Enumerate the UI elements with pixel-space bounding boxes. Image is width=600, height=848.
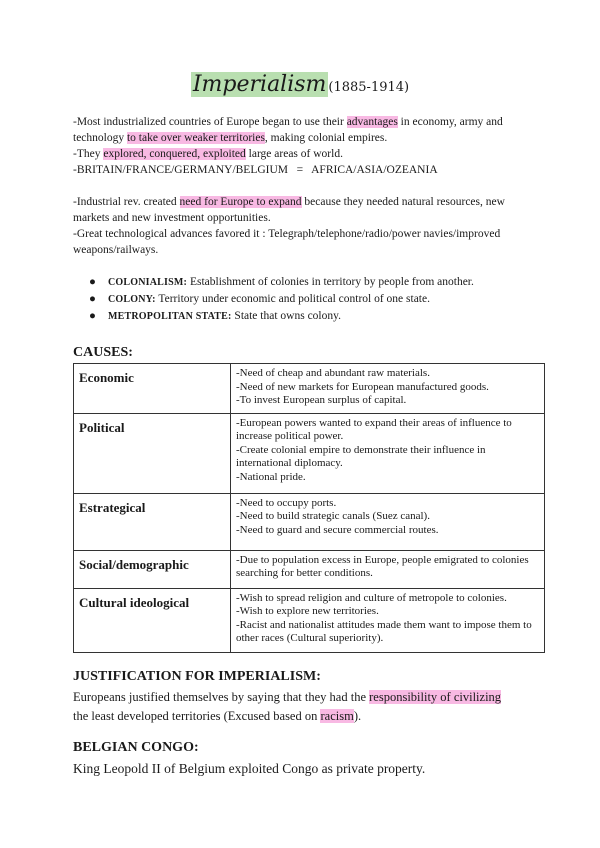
definition-item — [73, 308, 543, 325]
title-years: (1885-1914) — [328, 80, 410, 95]
table-row — [74, 493, 545, 550]
definition-text: Territory under economic and political control of one state. — [155, 293, 430, 305]
cause-category: Political — [74, 413, 231, 493]
congo-heading: BELGIAN CONGO: — [73, 740, 199, 755]
industrial-paragraph — [73, 194, 543, 258]
causes-table — [73, 363, 545, 653]
justification-line: the least developed territories (Excused based on racism). — [73, 709, 362, 723]
highlight: advantages — [346, 116, 398, 128]
intro-line: technology to take over weaker territories, making colonial empires. — [73, 132, 388, 144]
intro-paragraph — [73, 114, 543, 178]
causes-heading: CAUSES: — [73, 345, 133, 360]
cause-category: Economic — [74, 364, 231, 414]
definitions-list — [73, 274, 543, 325]
cause-category: Cultural ideological — [74, 588, 231, 652]
page-title — [0, 72, 600, 97]
title-main: Imperialism — [192, 72, 327, 97]
intro-line: -Most industrialized countries of Europe began to use their advantages in economy, army and — [73, 116, 503, 128]
highlight: racism — [320, 709, 354, 723]
definition-term: COLONIALISM: — [108, 277, 188, 288]
definition-term: COLONY: — [108, 294, 156, 305]
table-row — [74, 364, 545, 414]
table-row — [74, 413, 545, 493]
table-row — [74, 588, 545, 652]
highlight: explored, conquered, exploited — [103, 148, 246, 160]
industrial-line: markets and new investment opportunities. — [73, 212, 271, 224]
cause-description: -Wish to spread religion and culture of metropole to colonies. -Wish to explore new territories. -Racist and nationalist attitudes made them want to impose them to other races (Cultural superiority). — [231, 588, 545, 652]
definition-item — [73, 291, 543, 308]
justification-heading: JUSTIFICATION FOR IMPERIALISM: — [73, 669, 321, 684]
cause-category: Estrategical — [74, 493, 231, 550]
cause-description: -European powers wanted to expand their areas of influence to increase political power. -Create colonial empire to demonstrate their influence in international diplomacy. -National pride. — [231, 413, 545, 493]
definition-item — [73, 274, 543, 291]
industrial-line: -Industrial rev. created need for Europe to expand because they needed natural resources, new — [73, 196, 505, 208]
definition-term: METROPOLITAN STATE: — [108, 311, 232, 322]
bullet-icon: ● — [89, 293, 96, 305]
industrial-line: weapons/railways. — [73, 244, 159, 256]
industrial-line: -Great technological advances favored it : Telegraph/telephone/radio/power navies/improved — [73, 228, 501, 240]
highlight: to take over weaker territories — [126, 132, 265, 144]
justification-line: Europeans justified themselves by saying that they had the responsibility of civilizing — [73, 690, 502, 704]
highlight: responsibility of civilizing — [369, 690, 502, 704]
cause-description: -Need of cheap and abundant raw materials. -Need of new markets for European manufactured goods. -To invest European surplus of capital. — [231, 364, 545, 414]
definition-text: Establishment of colonies in territory by people from another. — [187, 276, 474, 288]
definition-text: State that owns colony. — [231, 310, 341, 322]
table-row — [74, 550, 545, 588]
cause-description: -Need to occupy ports. -Need to build strategic canals (Suez canal). -Need to guard and secure commercial routes. — [231, 493, 545, 550]
bullet-icon: ● — [89, 276, 96, 288]
intro-line: -BRITAIN/FRANCE/GERMANY/BELGIUM = AFRICA/ASIA/OZEANIA — [73, 164, 438, 176]
cause-description: -Due to population excess in Europe, people emigrated to colonies searching for better conditions. — [231, 550, 545, 588]
cause-category: Social/demographic — [74, 550, 231, 588]
highlight: need for Europe to expand — [179, 196, 302, 208]
intro-line: -They explored, conquered, exploited large areas of world. — [73, 148, 343, 160]
congo-text: King Leopold II of Belgium exploited Congo as private property. — [73, 761, 426, 776]
justification-paragraph — [73, 688, 553, 726]
bullet-icon: ● — [89, 310, 96, 322]
